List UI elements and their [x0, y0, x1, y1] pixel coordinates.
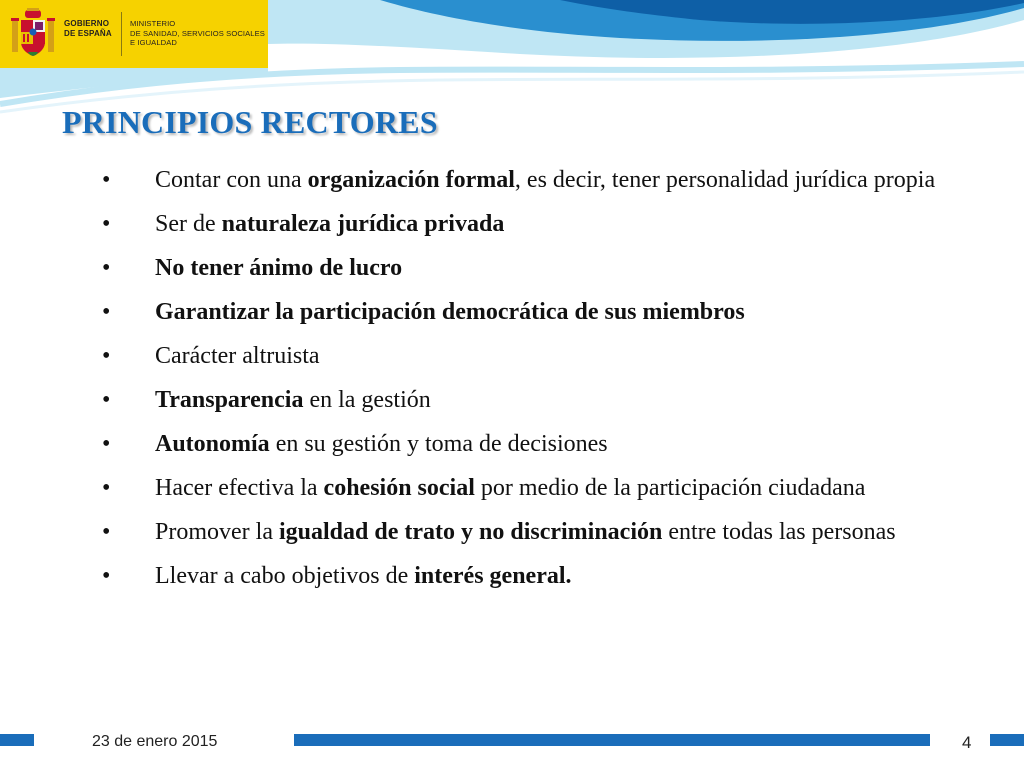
list-item [100, 564, 980, 588]
footer-left-bar [0, 734, 34, 746]
text: en la gestión [303, 387, 431, 413]
list-item [100, 256, 980, 280]
text: Hacer efectiva la [155, 475, 324, 501]
bullet-icon: • [102, 211, 111, 237]
list-item [100, 212, 980, 236]
bullet-icon: • [102, 387, 111, 413]
text: entre todas las personas [662, 519, 896, 545]
bold-text: Autonomía [155, 431, 270, 457]
slide-title: PRINCIPIOS RECTORES [62, 104, 438, 140]
list-item [100, 432, 980, 456]
footer-bar [294, 734, 930, 746]
ministry-name: MINISTERIO DE SANIDAD, SERVICIOS SOCIALES E IGUALDAD [130, 19, 265, 47]
bold-text: Garantizar la participación democrática de sus miembros [155, 299, 745, 325]
text: Carácter altruista [155, 343, 320, 369]
page-number: 4 [962, 733, 972, 752]
footer-date: 23 de enero 2015 [92, 733, 218, 750]
bold-text: igualdad de trato y no discriminación [278, 519, 663, 545]
bold-text: interés general. [414, 563, 572, 589]
bullet-icon: • [102, 563, 111, 589]
bold-text: No tener ánimo de lucro [155, 255, 403, 281]
bullet-icon: • [102, 167, 111, 193]
bullet-icon: • [102, 299, 111, 325]
text: en su gestión y toma de decisiones [269, 431, 608, 457]
bold-text: naturaleza jurídica privada [221, 211, 505, 237]
government-name: GOBIERNO DE ESPAÑA [64, 19, 112, 38]
bullet-icon: • [102, 255, 111, 281]
list-item [100, 476, 980, 500]
government-logo [0, 0, 268, 68]
text: Promover la [155, 519, 279, 545]
list-item [100, 300, 980, 324]
bold-text: Transparencia [155, 387, 304, 413]
bullet-icon: • [102, 343, 111, 369]
list-item [100, 520, 980, 544]
text: , es decir, tener personalidad jurídica propia [514, 167, 936, 193]
principles-list [100, 168, 980, 608]
spain-coat-of-arms-icon [10, 8, 56, 60]
list-item [100, 344, 980, 368]
text: Ser de [155, 211, 222, 237]
bullet-icon: • [102, 475, 111, 501]
text: Contar con una [155, 167, 308, 193]
bold-text: cohesión social [323, 475, 475, 501]
bullet-icon: • [102, 519, 111, 545]
bold-text: organización formal [307, 167, 515, 193]
footer-right-bar [990, 734, 1024, 746]
text: por medio de la participación ciudadana [474, 475, 866, 501]
list-item [100, 388, 980, 412]
logo-divider [121, 12, 122, 56]
text: Llevar a cabo objetivos de [155, 563, 415, 589]
bullet-icon: • [102, 431, 111, 457]
list-item [100, 168, 980, 192]
